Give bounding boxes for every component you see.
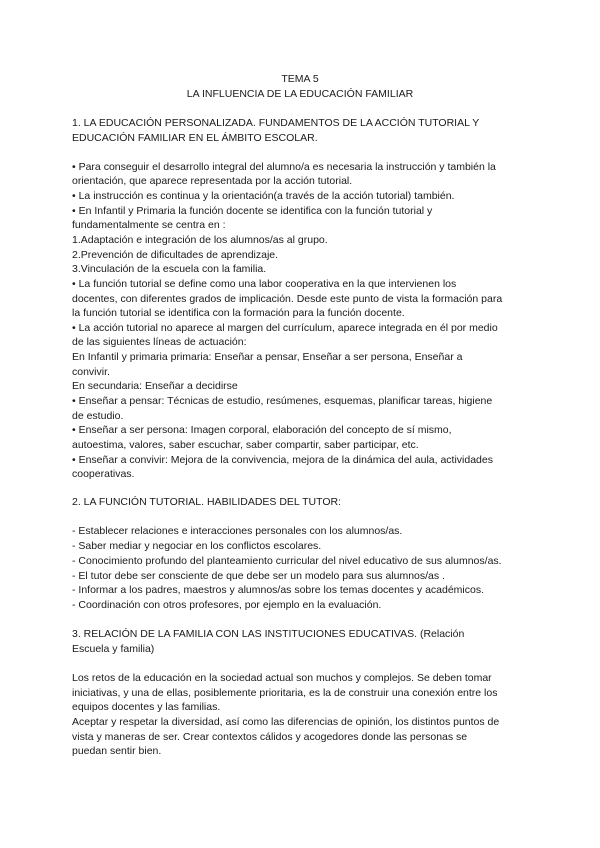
- page-subtitle: LA INFLUENCIA DE LA EDUCACIÓN FAMILIAR: [186, 88, 414, 100]
- text-line: • Enseñar a ser persona: Imagen corporal, elaboración del concepto de sí mismo,: [72, 424, 452, 436]
- text-line: equipos docentes y las familias.: [72, 701, 221, 713]
- text-line: la función tutorial se identifica con la formación para la función docente.: [72, 307, 405, 319]
- text-line: • Enseñar a convivir: Mejora de la convivencia, mejora de la dinámica del aula, actividades: [72, 454, 493, 466]
- text-line: - Coordinación con otros profesores, por ejemplo en la evaluación.: [72, 599, 382, 611]
- text-line: 2.Prevención de dificultades de aprendizaje.: [72, 249, 279, 261]
- text-line: de las siguientes líneas de actuación:: [72, 336, 247, 348]
- text-line: convivir.: [72, 366, 110, 378]
- text-line: orientación, que aparece representada por la acción tutorial.: [72, 175, 353, 187]
- text-line: • Enseñar a pensar: Técnicas de estudio, resúmenes, esquemas, planificar tareas, higiene: [72, 395, 493, 407]
- text-line: • En Infantil y Primaria la función docente se identifica con la función tutorial y: [72, 205, 433, 217]
- text-line: - Saber mediar y negociar en los conflictos escolares.: [72, 540, 322, 552]
- text-line: Aceptar y respetar la diversidad, así como las diferencias de opinión, los distintos puntos de: [72, 716, 500, 728]
- text-line: fundamentalmente se centra en :: [72, 219, 226, 231]
- text-line: En Infantil y primaria primaria: Enseñar a pensar, Enseñar a ser persona, Enseñar a: [72, 351, 463, 363]
- text-line: • La acción tutorial no aparece al margen del currículum, aparece integrada en él por medio: [72, 322, 498, 334]
- text-line: 1.Adaptación e integración de los alumnos/as al grupo.: [72, 234, 328, 246]
- text-line: 3.Vinculación de la escuela con la familia.: [72, 263, 267, 275]
- text-line: En secundaria: Enseñar a decidirse: [72, 380, 238, 392]
- text-line: • Para conseguir el desarrollo integral del alumno/a es necesaria la instrucción y también la: [72, 161, 496, 173]
- text-line: iniciativas, y una de ellas, posiblemente prioritaria, es la de construir una conexión entre los: [72, 687, 498, 699]
- text-line: vista y maneras de ser. Crear contextos cálidos y acogedores donde las personas se: [72, 731, 468, 743]
- text-line: • La función tutorial se define como una labor cooperativa en la que intervienen los: [72, 278, 457, 290]
- section-1-heading: 1. LA EDUCACIÓN PERSONALIZADA. FUNDAMENTOS DE LA ACCIÓN TUTORIAL Y: [72, 117, 480, 129]
- text-line: docentes, con diferentes grados de implicación. Desde este punto de vista la formación para: [72, 293, 503, 305]
- text-line: de estudio.: [72, 410, 124, 422]
- text-line: - Informar a los padres, maestros y alumnos/as sobre los temas docentes y académicos.: [72, 584, 485, 596]
- section-2-heading: 2. LA FUNCIÓN TUTORIAL. HABILIDADES DEL TUTOR:: [72, 496, 341, 508]
- text-line: cooperativas.: [72, 468, 135, 480]
- section-1-heading: EDUCACIÓN FAMILIAR EN EL ÁMBITO ESCOLAR.: [72, 132, 318, 144]
- section-3-heading: 3. RELACIÓN DE LA FAMILIA CON LAS INSTITUCIONES EDUCATIVAS. (Relación: [72, 628, 465, 640]
- text-line: Los retos de la educación en la sociedad actual son muchos y complejos. Se deben tomar: [72, 672, 492, 684]
- text-line: - Conocimiento profundo del planteamiento curricular del nivel educativo de sus alumnos/as.: [72, 555, 502, 567]
- text-line: - Establecer relaciones e interacciones personales con los alumnos/as.: [72, 525, 403, 537]
- page-title: TEMA 5: [281, 73, 319, 85]
- text-line: autoestima, valores, saber escuchar, saber compartir, saber participar, etc.: [72, 439, 419, 451]
- text-line: - El tutor debe ser consciente de que debe ser un modelo para sus alumnos/as .: [72, 570, 445, 582]
- text-line: puedan sentir bien.: [72, 745, 162, 757]
- text-line: • La instrucción es continua y la orientación(a través de la acción tutorial) también.: [72, 190, 455, 202]
- section-3-heading: Escuela y familia): [72, 643, 155, 655]
